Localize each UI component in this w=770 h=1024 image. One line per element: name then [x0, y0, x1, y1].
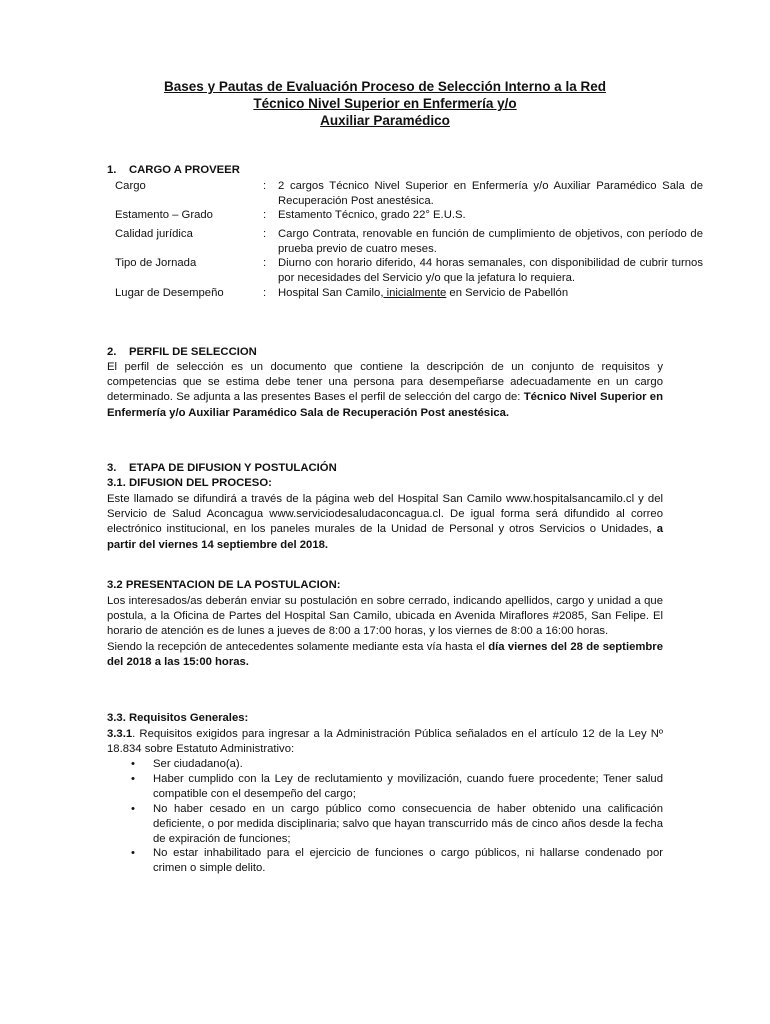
section-2-heading: 2. PERFIL DE SELECCION — [107, 346, 257, 358]
field-label: Tipo de Jornada — [115, 257, 197, 269]
document-title — [0, 78, 770, 129]
field-value-underlined: inicialmente — [383, 287, 447, 299]
subsection-3-2-paragraph — [107, 594, 663, 670]
field-value-part: en Servicio de Pabellón — [446, 287, 569, 299]
section-3-heading: 3. ETAPA DE DIFUSION Y POSTULACIÓN — [107, 462, 337, 474]
field-value: Diurno con horario diferido, 44 horas semanales, con disponibilidad de cubrir turnos por necesidades del Servicio y/o que la jefatura lo requiera. — [278, 257, 703, 284]
field-label: Cargo — [115, 180, 146, 192]
list-item: • No haber cesado en un cargo público como consecuencia de haber obtenido una calificación deficiente, o por medida disciplinaria; salvo que hayan transcurrido más de cinco años desde la fecha de expiración de funciones; — [153, 802, 663, 848]
list-item: • No estar inhabilitado para el ejercicio de funciones o cargo públicos, ni hallarse condenado por crimen o simple delito. — [153, 846, 663, 876]
field-colon: : — [263, 257, 267, 269]
paragraph-text: Siendo la recepción de antecedentes solamente mediante esta vía hasta el — [107, 640, 489, 653]
field-value: 2 cargos Técnico Nivel Superior en Enfermería y/o Auxiliar Paramédico Sala de Recuperación Post anestésica. — [278, 180, 703, 207]
field-value-part: Hospital San Camilo, — [278, 287, 384, 299]
field-value: Cargo Contrata, renovable en función de cumplimiento de objetivos, con período de prueba previo de cuatro meses. — [278, 228, 703, 255]
paragraph-number: 3.3.1 — [107, 728, 133, 740]
paragraph-text: Este llamado se difundirá a través de la página web del Hospital San Camilo www.hospitalsancamilo.cl y del Servicio de Salud Aconcagua www.serviciodesaludaconcagua.cl. De igual forma será difundido al correo electrónico institucional, en los paneles murales de la Unidad de Personal y otros Servicios o Unidades, — [107, 493, 663, 536]
title-line-3: Auxiliar Paramédico — [320, 113, 450, 128]
field-value — [278, 286, 703, 301]
field-colon: : — [263, 228, 267, 240]
subsection-3-1-paragraph — [107, 492, 663, 553]
field-colon: : — [263, 209, 267, 221]
list-item: • Ser ciudadano(a). — [153, 757, 663, 772]
title-line-2: Técnico Nivel Superior en Enfermería y/o — [253, 96, 517, 111]
paragraph-line — [107, 640, 663, 670]
field-colon: : — [263, 180, 267, 192]
paragraph-text: El perfil de selección es un documento que contiene la descripción de un conjunto de requisitos y competencias que se estima debe tener una persona para desempeñarse adecuadamente en un cargo determinado. Se adjunta a las presentes Bases el perfil de selección del cargo de: — [107, 361, 663, 404]
subsection-3-3-1-paragraph — [107, 727, 663, 757]
section-2-paragraph — [107, 360, 663, 421]
list-item: • Haber cumplido con la Ley de reclutamiento y movilización, cuando fuere procedente; Tener salud compatible con el desempeño del cargo; — [153, 772, 663, 802]
paragraph-bold: a partir del viernes 14 septiembre del 2018. — [107, 523, 663, 551]
paragraph-bold: Técnico Nivel Superior en Enfermería y/o Auxiliar Paramédico Sala de Recuperación Post anestésica. — [107, 391, 663, 419]
field-label: Lugar de Desempeño — [115, 287, 224, 299]
field-colon: : — [263, 287, 267, 299]
paragraph-text: . Requisitos exigidos para ingresar a la Administración Pública señalados en el artículo 12 de la Ley Nº 18.834 sobre Estatuto Administrativo: — [107, 728, 663, 756]
subsection-3-3-heading: 3.3. Requisitos Generales: — [107, 712, 249, 724]
subsection-3-2-heading: 3.2 PRESENTACION DE LA POSTULACION: — [107, 579, 341, 591]
field-label: Estamento – Grado — [115, 209, 213, 221]
field-label: Calidad jurídica — [115, 228, 193, 240]
paragraph-text: Los interesados/as deberán enviar su postulación en sobre cerrado, indicando apellidos, cargo y unidad a que postula, a la Oficina de Partes del Hospital San Camilo, ubicada en Avenida Miraflores #2085, San Felipe. El horario de atención es de lunes a jueves de 8:00 a 17:00 horas, y los viernes de 8:00 a 16:00 horas. — [107, 595, 663, 638]
field-value: Estamento Técnico, grado 22° E.U.S. — [278, 209, 466, 221]
paragraph-bold: día viernes del 28 de septiembre del 2018 a las 15:00 horas. — [107, 640, 663, 668]
title-line-1: Bases y Pautas de Evaluación Proceso de Selección Interno a la Red — [164, 79, 606, 94]
section-1-heading: 1. CARGO A PROVEER — [107, 164, 240, 176]
subsection-3-1-heading: 3.1. DIFUSION DEL PROCESO: — [107, 477, 272, 489]
